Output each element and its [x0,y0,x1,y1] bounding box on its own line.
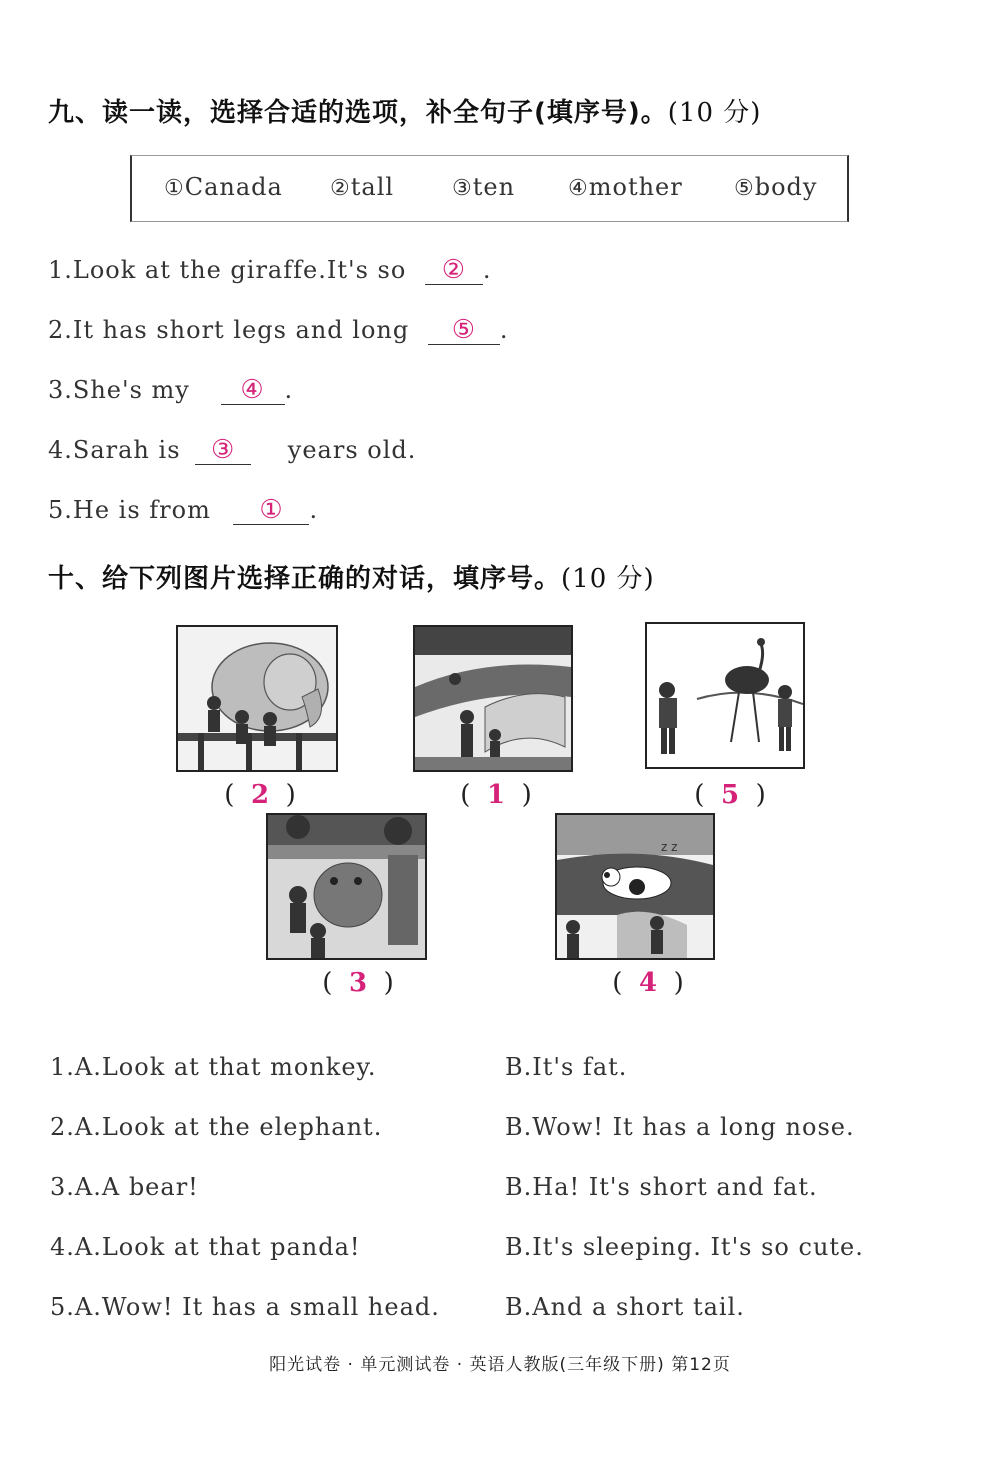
answer-blank-3[interactable]: ④ [221,376,285,405]
fill-question-1: 1.Look at the giraffe.It's so ② . [48,255,492,285]
picture-panda [555,813,715,960]
dialogue-5-a: 5.A.Wow! It has a small head. [50,1293,440,1321]
svg-text:z z: z z [661,840,678,854]
dialogue-2-a: 2.A.Look at the elephant. [50,1113,383,1141]
ostrich-illustration [647,624,803,767]
section-9-title: 九、读一读，选择合适的选项，补全句子(填序号)。 [48,98,668,128]
word-bank [130,155,849,222]
dialogue-3-b: B.Ha! It's short and fat. [505,1173,818,1201]
panda-illustration [557,815,713,958]
picture-bear [266,813,427,960]
dialogue-3-a: 3.A.A bear! [50,1173,199,1201]
word-option-2: ②tall [330,173,395,201]
dialogue-4-b: B.It's sleeping. It's so cute. [505,1233,864,1261]
dialogue-2-b: B.Wow! It has a long nose. [505,1113,855,1141]
page-footer: 阳光试卷 · 单元测试卷 · 英语人教版(三年级下册) 第12页 [269,1355,731,1375]
answer-paren-5[interactable]: ( 4 ) [612,968,684,998]
section-10-score: (10 分) [561,564,655,594]
section-9-heading [48,92,761,129]
section-10-heading [48,558,655,595]
fill-question-4: 4.Sarah is ③ years old. [48,435,417,465]
word-option-4: ④mother [568,173,683,201]
dialogue-5-b: B.And a short tail. [505,1293,745,1321]
answer-blank-4[interactable]: ③ [195,436,251,465]
dialogue-1-a: 1.A.Look at that monkey. [50,1053,377,1081]
section-9-score: (10 分) [667,98,762,128]
picture-monkey [413,625,573,772]
bear-illustration [268,815,425,958]
answer-blank-2[interactable]: ⑤ [428,316,500,345]
answer-paren-2[interactable]: ( 1 ) [460,780,532,810]
monkey-illustration [415,627,571,770]
answer-blank-5[interactable]: ① [233,496,309,525]
answer-paren-4[interactable]: ( 3 ) [322,968,394,998]
word-option-1: ①Canada [164,173,283,201]
dialogue-1-b: B.It's fat. [505,1053,628,1081]
answer-paren-3[interactable]: ( 5 ) [694,780,766,810]
fill-question-3: 3.She's my ④ . [48,375,294,405]
fill-question-5: 5.He is from ① . [48,495,319,525]
answer-blank-1[interactable]: ② [425,256,483,285]
picture-ostrich [645,622,805,769]
section-10-title: 十、给下列图片选择正确的对话，填序号。 [48,564,562,594]
elephant-illustration [178,627,336,770]
word-option-3: ③ten [452,173,516,201]
dialogue-4-a: 4.A.Look at that panda! [50,1233,361,1261]
picture-elephant [176,625,338,772]
fill-question-2: 2.It has short legs and long ⑤ . [48,315,509,345]
word-option-5: ⑤body [734,173,818,201]
answer-paren-1[interactable]: ( 2 ) [224,780,296,810]
